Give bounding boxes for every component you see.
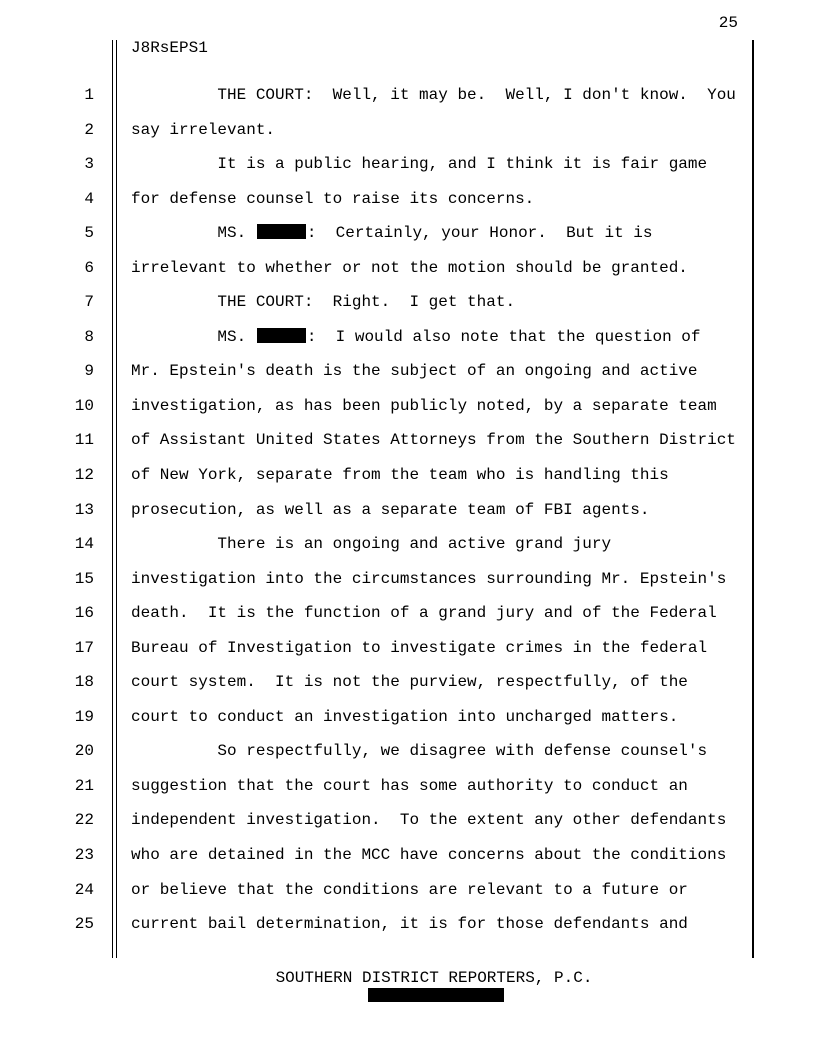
footer-redaction-box <box>368 988 504 1002</box>
line-number: 12 <box>74 466 94 485</box>
line-number: 14 <box>74 535 94 554</box>
transcript-line <box>0 700 816 735</box>
line-number: 18 <box>74 673 94 692</box>
reporter-footer: SOUTHERN DISTRICT REPORTERS, P.C. <box>275 969 593 987</box>
transcript-line <box>0 665 816 700</box>
line-text: prosecution, as well as a separate team of FBI agents. <box>131 500 650 519</box>
transcript-line <box>0 562 816 597</box>
transcript-header-id: J8RsEPS1 <box>131 39 208 57</box>
transcript-line <box>0 320 816 355</box>
line-text: It is a public hearing, and I think it is fair game <box>131 155 708 174</box>
transcript-line <box>0 423 816 458</box>
transcript-line <box>0 78 816 113</box>
line-number: 4 <box>84 189 94 208</box>
line-number: 22 <box>74 811 94 830</box>
transcript-line <box>0 113 816 148</box>
line-text: or believe that the conditions are relevant to a future or <box>131 880 688 899</box>
transcript-line <box>0 458 816 493</box>
line-text: court to conduct an investigation into uncharged matters. <box>131 707 679 726</box>
line-text: court system. It is not the purview, respectfully, of the <box>131 673 688 692</box>
line-text: for defense counsel to raise its concerns. <box>131 189 535 208</box>
line-number: 19 <box>74 707 94 726</box>
line-number: 20 <box>74 742 94 761</box>
transcript-line <box>0 907 816 942</box>
page-number: 25 <box>718 14 738 32</box>
line-number: 25 <box>74 915 94 934</box>
transcript-line <box>0 838 816 873</box>
line-text: Bureau of Investigation to investigate crimes in the federal <box>131 638 708 657</box>
line-number: 24 <box>74 880 94 899</box>
line-number: 2 <box>84 120 94 139</box>
transcript-line <box>0 354 816 389</box>
line-text: THE COURT: Right. I get that. <box>131 293 516 312</box>
redaction-box <box>257 328 306 343</box>
transcript-line <box>0 631 816 666</box>
line-text: who are detained in the MCC have concerns about the conditions <box>131 846 727 865</box>
transcript-line <box>0 769 816 804</box>
line-text: There is an ongoing and active grand jury <box>131 535 612 554</box>
line-text: suggestion that the court has some authority to conduct an <box>131 776 688 795</box>
transcript-line <box>0 251 816 286</box>
line-text: independent investigation. To the extent any other defendants <box>131 811 727 830</box>
redaction-box <box>257 224 306 239</box>
line-text: irrelevant to whether or not the motion should be granted. <box>131 258 688 277</box>
line-number: 11 <box>74 431 94 450</box>
line-text: MS. : Certainly, your Honor. But it is <box>131 224 653 243</box>
line-text: current bail determination, it is for those defendants and <box>131 915 688 934</box>
line-number: 17 <box>74 638 94 657</box>
transcript-line <box>0 216 816 251</box>
line-text: Mr. Epstein's death is the subject of an ongoing and active <box>131 362 698 381</box>
line-text: THE COURT: Well, it may be. Well, I don't know. You <box>131 86 736 104</box>
line-number: 15 <box>74 569 94 588</box>
transcript-line <box>0 527 816 562</box>
transcript-line <box>0 493 816 528</box>
transcript-line <box>0 873 816 908</box>
line-number: 3 <box>84 155 94 174</box>
transcript-line <box>0 285 816 320</box>
line-number: 23 <box>74 846 94 865</box>
line-text: of Assistant United States Attorneys from the Southern District <box>131 431 736 450</box>
line-text: of New York, separate from the team who is handling this <box>131 466 669 485</box>
transcript-line <box>0 182 816 217</box>
line-text: MS. : I would also note that the question of <box>131 327 701 346</box>
line-text: say irrelevant. <box>131 120 276 139</box>
line-number: 8 <box>84 327 94 346</box>
transcript-line <box>0 803 816 838</box>
line-number: 16 <box>74 604 94 623</box>
line-number: 5 <box>84 224 94 243</box>
transcript-line <box>0 596 816 631</box>
line-number: 1 <box>84 86 94 104</box>
line-number: 7 <box>84 293 94 312</box>
line-number: 10 <box>74 396 94 415</box>
transcript-line <box>0 389 816 424</box>
transcript-line <box>0 147 816 182</box>
line-number: 6 <box>84 258 94 277</box>
line-text: investigation, as has been publicly noted, by a separate team <box>131 396 717 415</box>
line-number: 21 <box>74 776 94 795</box>
line-text: So respectfully, we disagree with defense counsel's <box>131 742 708 761</box>
line-text: death. It is the function of a grand jury and of the Federal <box>131 604 717 623</box>
transcript-body <box>0 78 816 942</box>
transcript-line <box>0 734 816 769</box>
line-number: 13 <box>74 500 94 519</box>
line-number: 9 <box>84 362 94 381</box>
line-text: investigation into the circumstances surrounding Mr. Epstein's <box>131 569 727 588</box>
